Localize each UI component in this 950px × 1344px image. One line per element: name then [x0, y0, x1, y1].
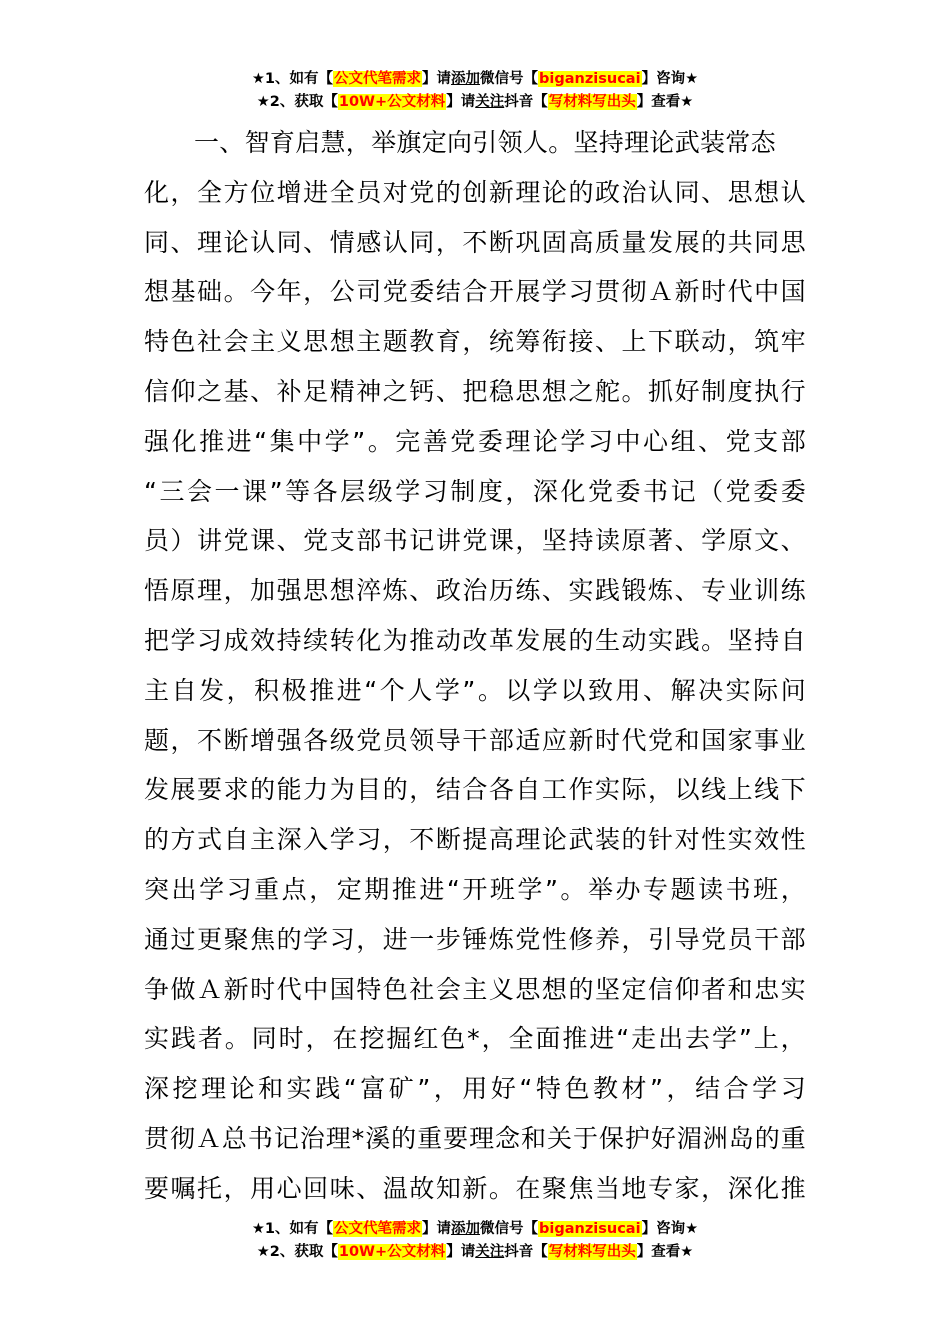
body-line: 员）讲党课、党支部书记讲党课，坚持读原著、学原文、 — [144, 526, 806, 556]
body-line: 同、理论认同、情感认同，不断巩固高质量发展的共同思 — [144, 227, 806, 257]
body-line: 通过更聚焦的学习，进一步锤炼党性修养，引导党员干部 — [144, 924, 806, 954]
body-line: “三会一课”等各层级学习制度，深化党委书记（党委委 — [144, 476, 806, 506]
footer-banner — [0, 1218, 950, 1264]
highlight-ghostwriting: 公文代笔需求 — [334, 1221, 422, 1237]
body-line: 贯彻Ａ总书记治理*溪的重要理念和关于保护好湄洲岛的重 — [144, 1123, 806, 1153]
highlight-douyin: 写材料写出头 — [548, 94, 636, 110]
body-line: 深挖理论和实践“富矿”，用好“特色教材”，结合学习 — [144, 1074, 806, 1104]
body-line: 突出学习重点，定期推进“开班学”。举办专题读书班， — [144, 874, 806, 904]
body-line: 悟原理，加强思想淬炼、政治历练、实践锻炼、专业训练 — [144, 576, 806, 606]
highlight-douyin: 写材料写出头 — [548, 1244, 636, 1260]
body-line: 把学习成效持续转化为推动改革发展的生动实践。坚持自 — [144, 625, 806, 655]
body-line: 要嘱托，用心回味、温故知新。在聚焦当地专家，深化推 — [144, 1173, 806, 1203]
highlight-ghostwriting: 公文代笔需求 — [334, 71, 422, 87]
body-line: 题，不断增强各级党员领导干部适应新时代党和国家事业 — [144, 725, 806, 755]
body-line: 强化推进“集中学”。完善党委理论学习中心组、党支部 — [144, 426, 806, 456]
highlight-materials: 10W+公文材料 — [338, 1244, 446, 1260]
banner-line-2: ★2、获取【10W+公文材料】请关注抖音【写材料写出头】查看★ — [256, 1244, 694, 1260]
body-line: 一、智育启慧，举旗定向引领人。坚持理论武装常态 — [194, 128, 776, 157]
banner-line-2: ★2、获取【10W+公文材料】请关注抖音【写材料写出头】查看★ — [256, 94, 694, 110]
body-line: 发展要求的能力为目的，结合各自工作实际，以线上线下 — [144, 775, 806, 805]
highlight-wechat-id: biganzisucai — [539, 71, 641, 87]
document-body — [144, 118, 806, 1214]
body-line: 化，全方位增进全员对党的创新理论的政治认同、思想认 — [144, 177, 806, 207]
body-line: 主自发，积极推进“个人学”。以学以致用、解决实际问 — [144, 675, 806, 705]
body-line: 争做Ａ新时代中国特色社会主义思想的坚定信仰者和忠实 — [144, 974, 806, 1004]
banner-line-1: ★1、如有【公文代笔需求】请添加微信号【biganzisucai】咨询★ — [251, 1221, 699, 1237]
body-line: 实践者。同时，在挖掘红色*，全面推进“走出去学”上， — [144, 1024, 806, 1054]
header-banner — [0, 68, 950, 114]
banner-line-1: ★1、如有【公文代笔需求】请添加微信号【biganzisucai】咨询★ — [251, 71, 699, 87]
body-line: 信仰之基、补足精神之钙、把稳思想之舵。抓好制度执行 — [144, 376, 806, 406]
highlight-wechat-id: biganzisucai — [539, 1221, 641, 1237]
body-line: 特色社会主义思想主题教育，统筹衔接、上下联动，筑牢 — [144, 327, 806, 357]
body-line: 想基础。今年，公司党委结合开展学习贯彻Ａ新时代中国 — [144, 277, 806, 307]
body-line: 的方式自主深入学习，不断提高理论武装的针对性实效性 — [144, 825, 806, 855]
highlight-materials: 10W+公文材料 — [338, 94, 446, 110]
